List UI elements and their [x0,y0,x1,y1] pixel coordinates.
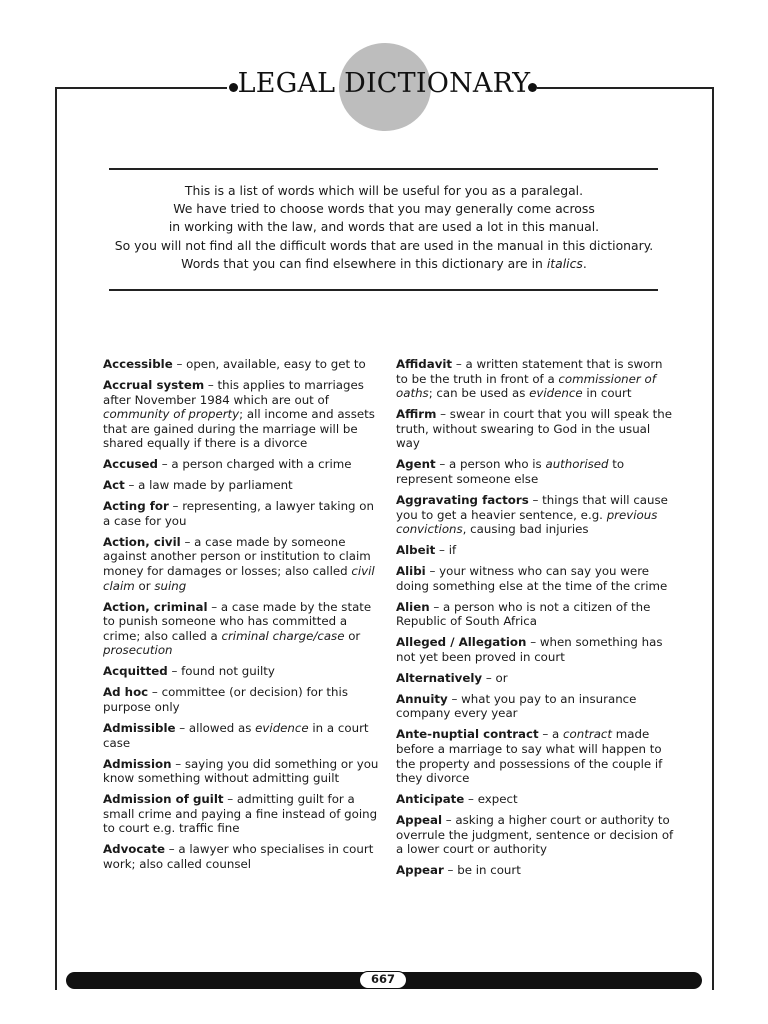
dictionary-column-left [103,357,381,878]
definition-text: made before a marriage to say what will happen to the property and possessions of the couple if they divorce [396,727,663,786]
definition-text: or [134,578,155,593]
intro-top-rule [109,168,658,170]
dictionary-term: Affirm [396,407,437,422]
dictionary-term: Admissible [103,720,176,735]
definition-text: in a court case [103,720,369,750]
definition-text: – a case made by the state to punish someone who has committed a crime; also called a [103,599,372,643]
dictionary-term: Action, civil [103,534,181,549]
dictionary-term: Acquitted [103,664,168,679]
dictionary-term: Act [103,478,125,493]
definition-italic-text: previous convictions [396,507,658,537]
dictionary-term: Alleged / Allegation [396,635,527,650]
definition-text: – if [435,543,457,558]
definition-text: or [344,628,361,643]
dictionary-term: Ante-nuptial contract [396,727,539,742]
dictionary-entry [396,813,674,857]
definition-text: – or [482,670,508,685]
dictionary-term: Affidavit [396,357,453,371]
definition-text: – committee (or decision) for this purpose only [103,685,348,714]
dictionary-column-right [396,357,674,884]
dictionary-entry [103,757,381,786]
intro-line: in working with the law, and words that are used a lot in this manual. [168,219,600,235]
dictionary-term: Albeit [396,543,436,558]
definition-text: – what you pay to an insurance company every year [396,691,637,721]
definition-text: ; can be used as [428,386,530,401]
intro-text [84,182,684,273]
definition-text: – expect [464,792,518,807]
dictionary-entry [396,457,674,486]
dictionary-term: Appeal [396,813,443,828]
intro-line: We have tried to choose words that you may generally come across [173,201,595,217]
definition-text: – when something has not yet been proved in court [396,635,663,664]
definition-text: – representing, a lawyer taking on a case for you [103,499,374,528]
definition-text: – a person charged with a crime [157,457,352,472]
dictionary-entry [396,407,674,451]
intro-bottom-rule [109,289,658,291]
definition-text: – your witness who can say you were doing something else at the time of the crime [396,564,668,593]
dictionary-entry [103,842,381,871]
definition-text: – a person who is not a citizen of the Republic of South Africa [396,599,651,629]
definition-text: – a law made by parliament [124,478,293,493]
dictionary-entry [103,535,381,593]
definition-text: – a person who is [435,457,546,472]
intro-line: This is a list of words which will be useful for you as a paralegal. [184,183,584,198]
dictionary-entry [103,378,381,451]
dictionary-term: Admission of guilt [103,792,224,807]
dictionary-entry [396,564,674,593]
dictionary-term: Alibi [396,564,426,579]
dictionary-term: Admission [103,756,172,771]
page-title: LEGAL DICTIONARY [237,68,531,99]
dictionary-entry [103,478,381,493]
dictionary-term: Advocate [103,842,165,857]
dictionary-entry [103,721,381,750]
dictionary-entry [396,543,674,558]
dictionary-term: Accessible [103,357,173,371]
intro-last-line-suffix: . [582,255,587,271]
dictionary-term: Ad hoc [103,685,149,700]
page-number: 667 [359,971,407,989]
dictionary-entry [396,671,674,686]
intro-last-line-prefix: Words that you can find elsewhere in this dictionary are in [181,255,547,271]
dictionary-entry [396,863,674,878]
dictionary-entry [396,727,674,785]
definition-italic-text: civil claim [103,564,375,593]
dictionary-entry [396,493,674,537]
definition-text: – a [538,727,564,742]
definition-italic-text: commissioner of oaths [396,371,656,401]
dictionary-entry [103,499,381,528]
definition-italic-text: suing [154,578,187,593]
definition-text: – found not guilty [167,664,275,679]
definition-text: to represent someone else [396,457,625,486]
definition-text: – this applies to marriages after November 1984 which are out of [103,377,364,407]
dictionary-entry [103,357,381,372]
definition-text: – admitting guilt for a small crime and paying a fine instead of going to court e.g. traffic fine [103,792,378,836]
dictionary-term: Appear [396,863,444,878]
dictionary-entry [103,457,381,472]
dictionary-term: Accrual system [103,377,205,392]
definition-text: – asking a higher court or authority to overrule the judgment, sentence or decision of a lower court or authority [396,813,674,857]
intro-line [84,255,684,273]
dictionary-entry [396,600,674,629]
definition-text: in court [582,386,632,401]
definition-italic-text: evidence [255,720,309,735]
page-frame-left-line [55,87,57,990]
dictionary-term: Aggravating factors [396,492,529,507]
dictionary-term: Action, criminal [103,599,208,614]
definition-text: , causing bad injuries [462,522,589,537]
definition-text: ; all income and assets that are gained during the marriage will be shared equally if there is a divorce [103,407,375,451]
dictionary-term: Annuity [396,691,448,706]
definition-text: – a written statement that is sworn to be the truth in front of a [396,357,663,386]
intro-italics-word: italics [546,255,583,271]
definition-text: – open, available, easy to get to [172,357,366,371]
definition-text: – things that will cause you to get a heavier sentence, e.g. [396,492,668,522]
definition-italic-text: contract [563,727,613,742]
definition-text: – a case made by someone against another person or institution to claim money for damages or losses; also called [103,534,371,579]
dictionary-entry [103,685,381,714]
definition-text: – a lawyer who specialises in court work; also called counsel [103,842,374,871]
definition-text: – saying you did something or you know something without admitting guilt [103,756,379,786]
dictionary-entry [103,792,381,836]
dictionary-term: Acting for [103,499,169,514]
dictionary-entry [103,664,381,679]
dictionary-term: Accused [103,457,158,472]
definition-text: – allowed as [175,720,256,735]
dictionary-term: Anticipate [396,792,465,807]
dictionary-term: Alien [396,599,430,614]
dictionary-term: Agent [396,457,436,472]
dictionary-entry [396,792,674,807]
dictionary-entry [103,600,381,658]
definition-italic-text: prosecution [103,643,173,658]
definition-italic-text: evidence [529,386,583,401]
definition-italic-text: community of property [103,407,240,422]
page-frame-right-line [712,87,714,990]
dictionary-entry [396,357,674,401]
definition-italic-text: authorised [545,457,609,472]
dictionary-term: Alternatively [396,670,483,685]
definition-text: – swear in court that you will speak the truth, without swearing to God in the usual way [396,407,673,451]
intro-line: So you will not find all the difficult words that are used in the manual in this dictionary. [114,237,654,253]
definition-text: – be in court [443,863,521,878]
dictionary-entry [396,692,674,721]
dictionary-entry [396,635,674,664]
definition-italic-text: criminal charge/case [221,628,345,643]
